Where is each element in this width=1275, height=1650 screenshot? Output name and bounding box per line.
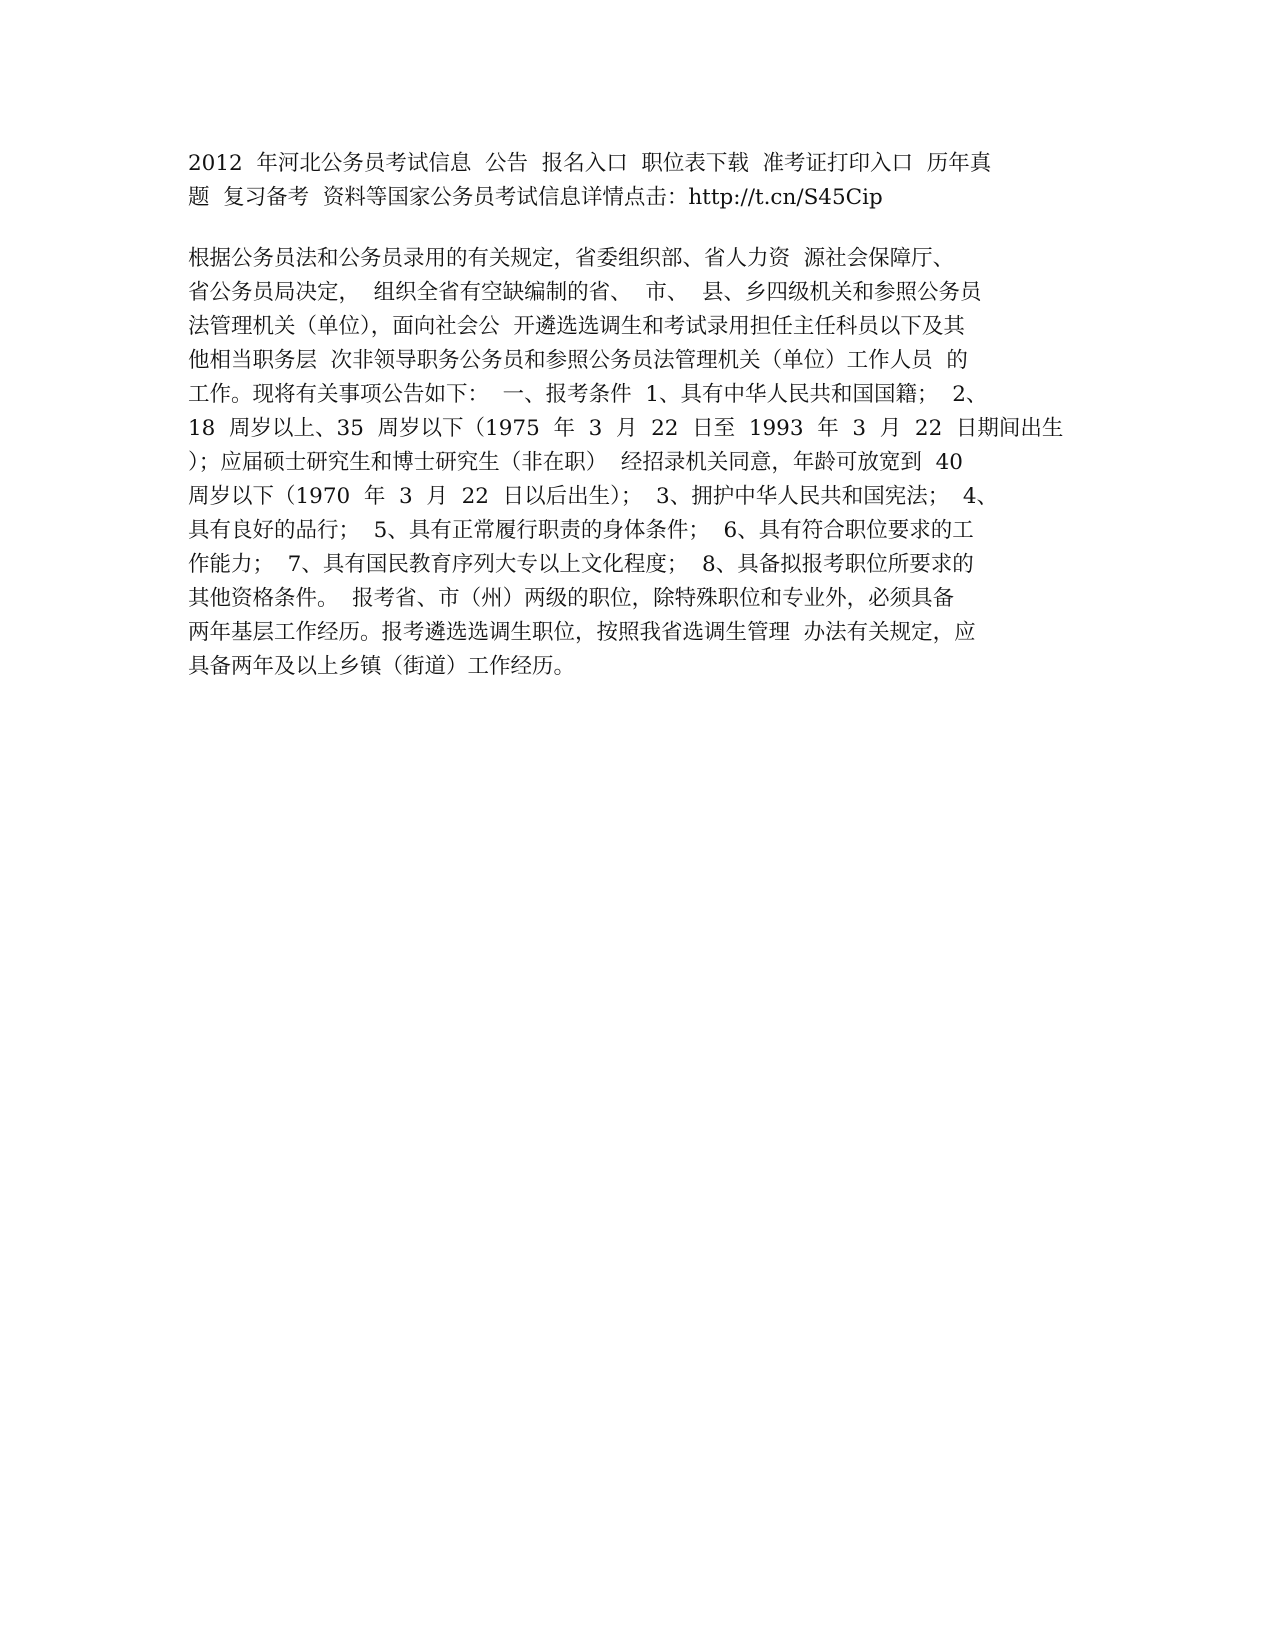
header-line: 题 复习备考 资料等国家公务员考试信息详情点击：http://t.cn/S45Cip (188, 185, 883, 210)
body-line: 18 周岁以上、35 周岁以下（1975 年 3 月 22 日至 1993 年 3 月 22 日期间出生 (188, 416, 1064, 441)
body-line: 省公务员局决定， 组织全省有空缺编制的省、 市、 县、乡四级机关和参照公务员 (188, 280, 982, 305)
body-line: ）；应届硕士研究生和博士研究生（非在职） 经招录机关同意，年龄可放宽到 40 (188, 450, 963, 475)
body-line: 具有良好的品行； 5、具有正常履行职责的身体条件； 6、具有符合职位要求的工 (188, 518, 974, 543)
document-content (188, 147, 1094, 684)
body-line: 两年基层工作经历。报考遴选选调生职位，按照我省选调生管理 办法有关规定，应 (188, 620, 976, 645)
paragraph-gap (188, 215, 1094, 242)
body-line: 其他资格条件。 报考省、市（州）两级的职位，除特殊职位和专业外，必须具备 (188, 586, 955, 611)
body-line: 根据公务员法和公务员录用的有关规定，省委组织部、省人力资 源社会保障厅、 (188, 246, 955, 271)
body-line: 周岁以下（1970 年 3 月 22 日以后出生）； 3、拥护中华人民共和国宪法； 4、 (188, 484, 999, 509)
body-line: 他相当职务层 次非领导职务公务员和参照公务员法管理机关（单位）工作人员 的 (188, 348, 968, 373)
body-line: 具备两年及以上乡镇（街道）工作经历。 (188, 654, 576, 679)
body-paragraph (188, 242, 1094, 684)
body-line: 法管理机关（单位），面向社会公 开遴选选调生和考试录用担任主任科员以下及其 (188, 314, 965, 339)
body-line: 作能力； 7、具有国民教育序列大专以上文化程度； 8、具备拟报考职位所要求的 (188, 552, 974, 577)
header-paragraph (188, 147, 1094, 215)
header-line: 2012 年河北公务员考试信息 公告 报名入口 职位表下载 准考证打印入口 历年真 (188, 151, 992, 176)
body-line: 工作。现将有关事项公告如下： 一、报考条件 1、具有中华人民共和国国籍； 2、 (188, 382, 988, 407)
